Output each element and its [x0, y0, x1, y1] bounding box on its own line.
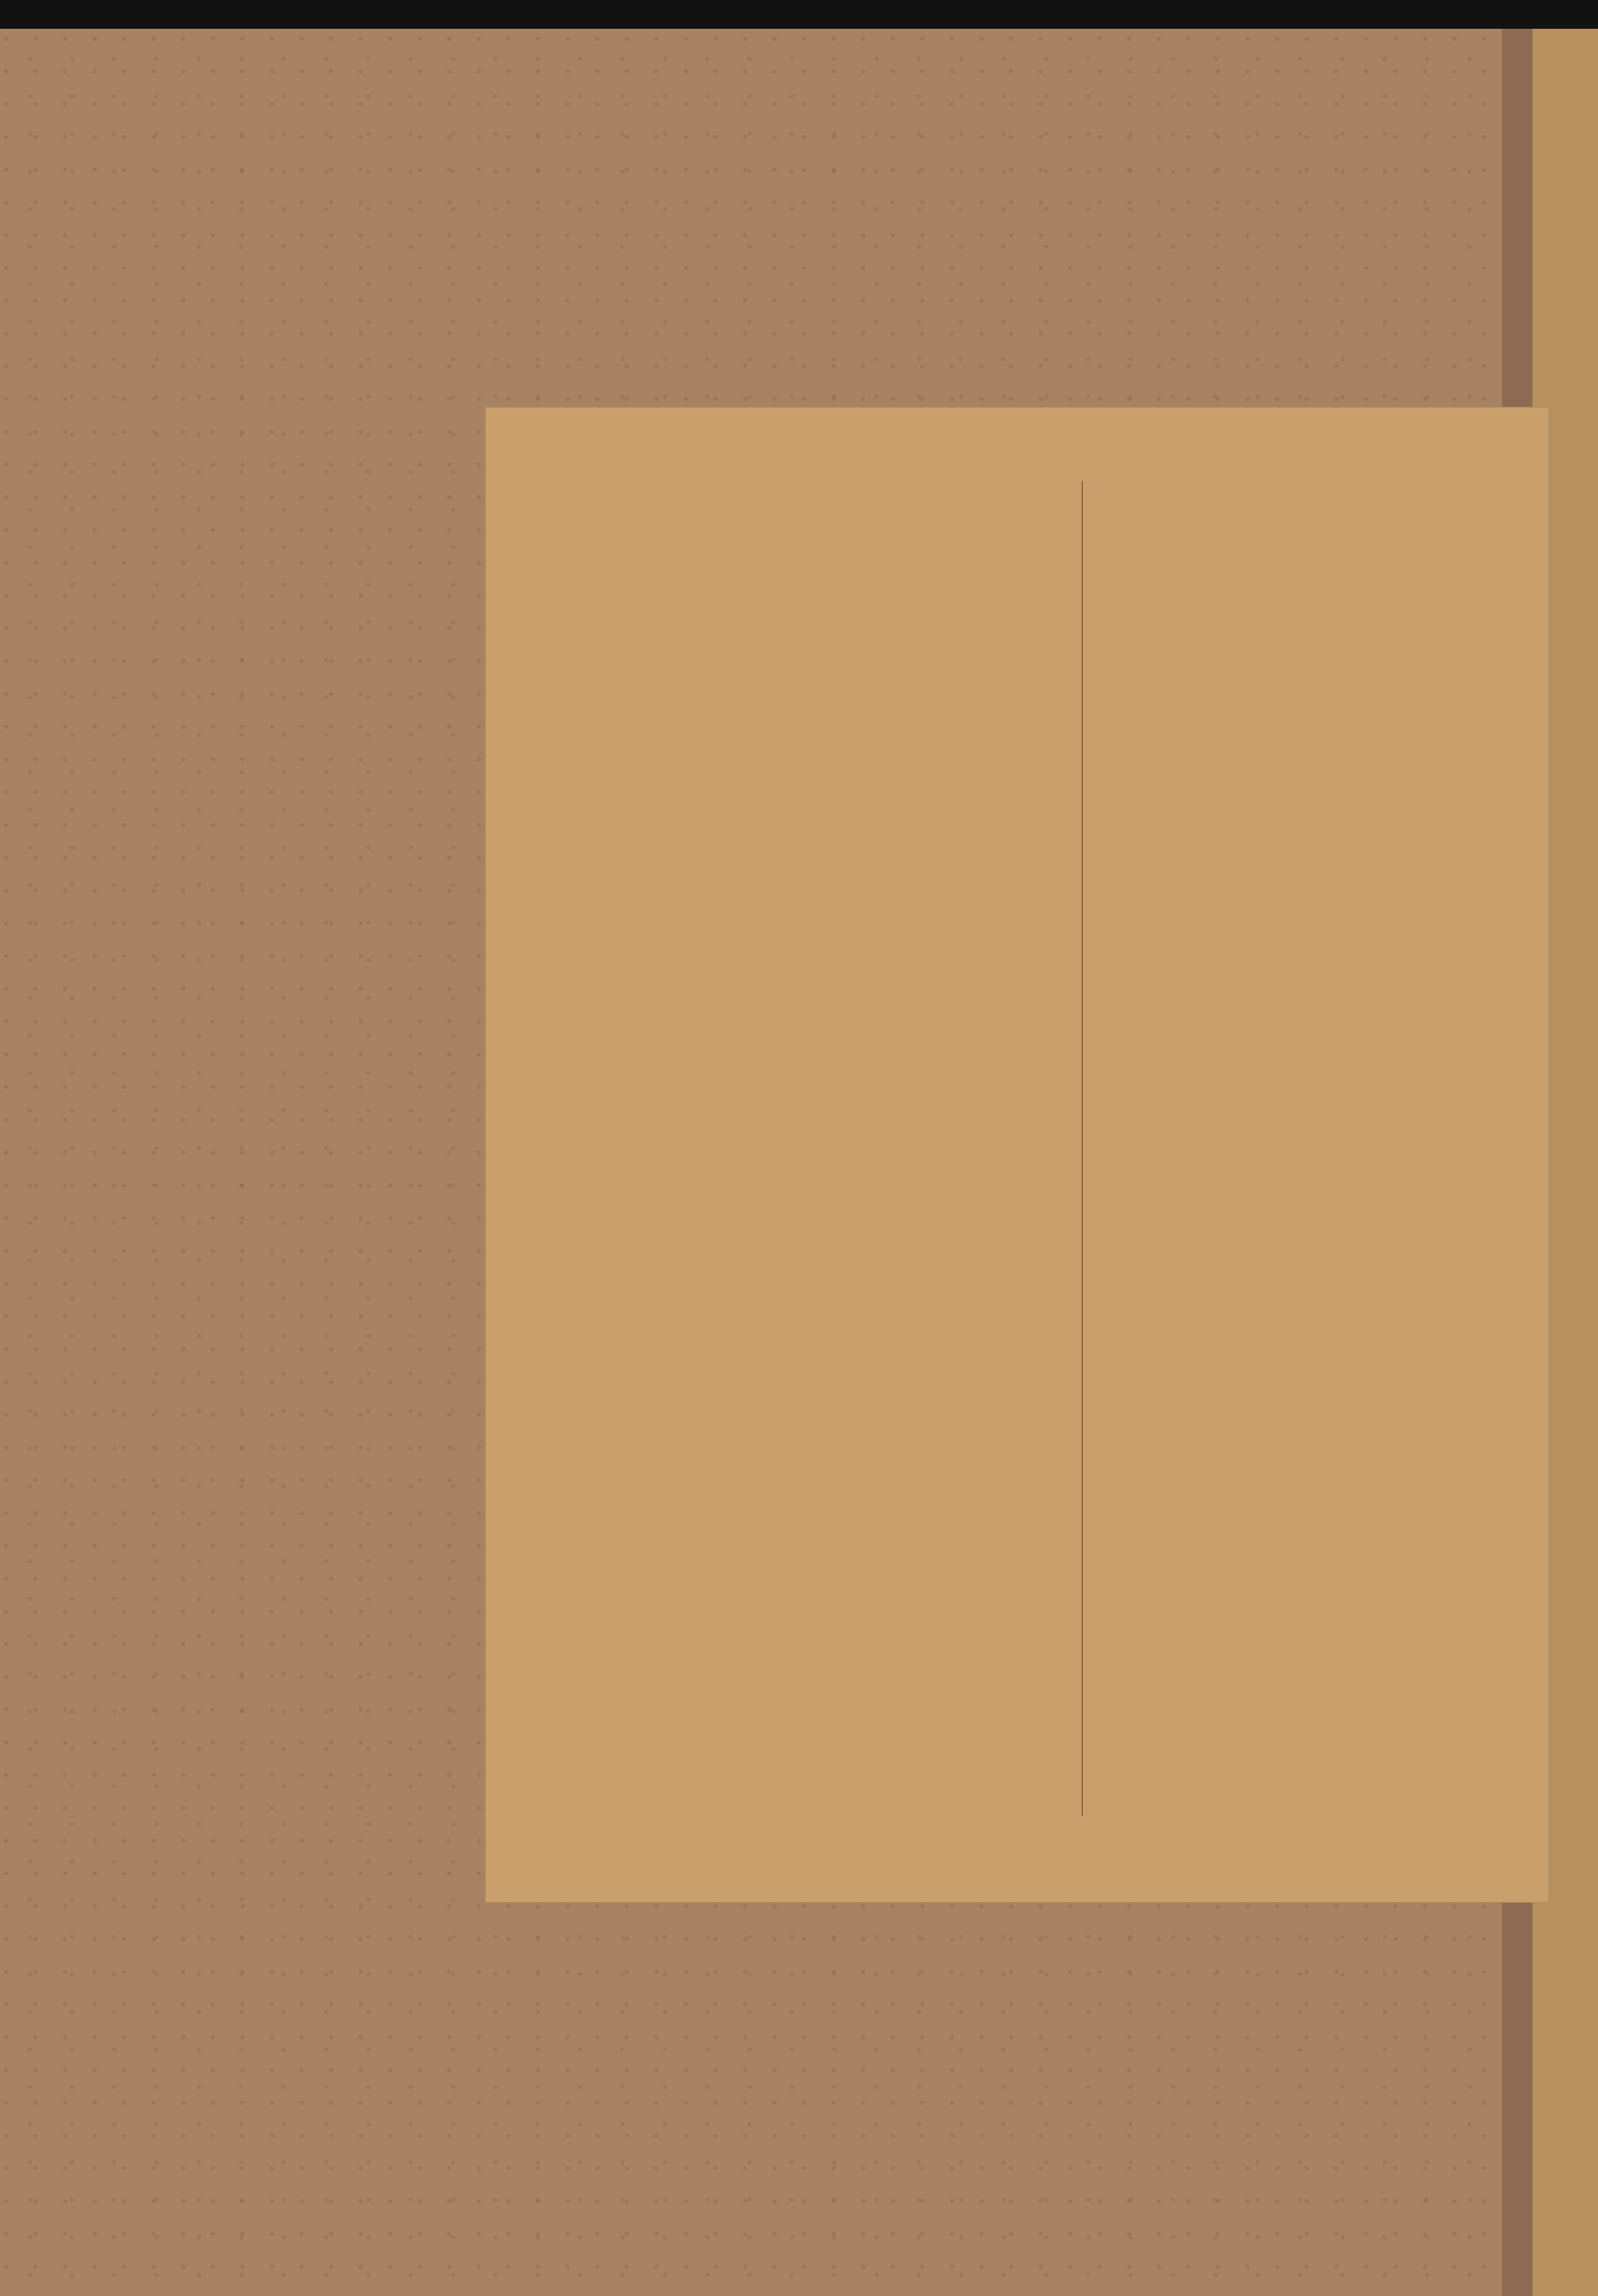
scanner-top-border [0, 0, 1598, 29]
column-divider [1082, 481, 1083, 1816]
document-page [486, 408, 1548, 1902]
